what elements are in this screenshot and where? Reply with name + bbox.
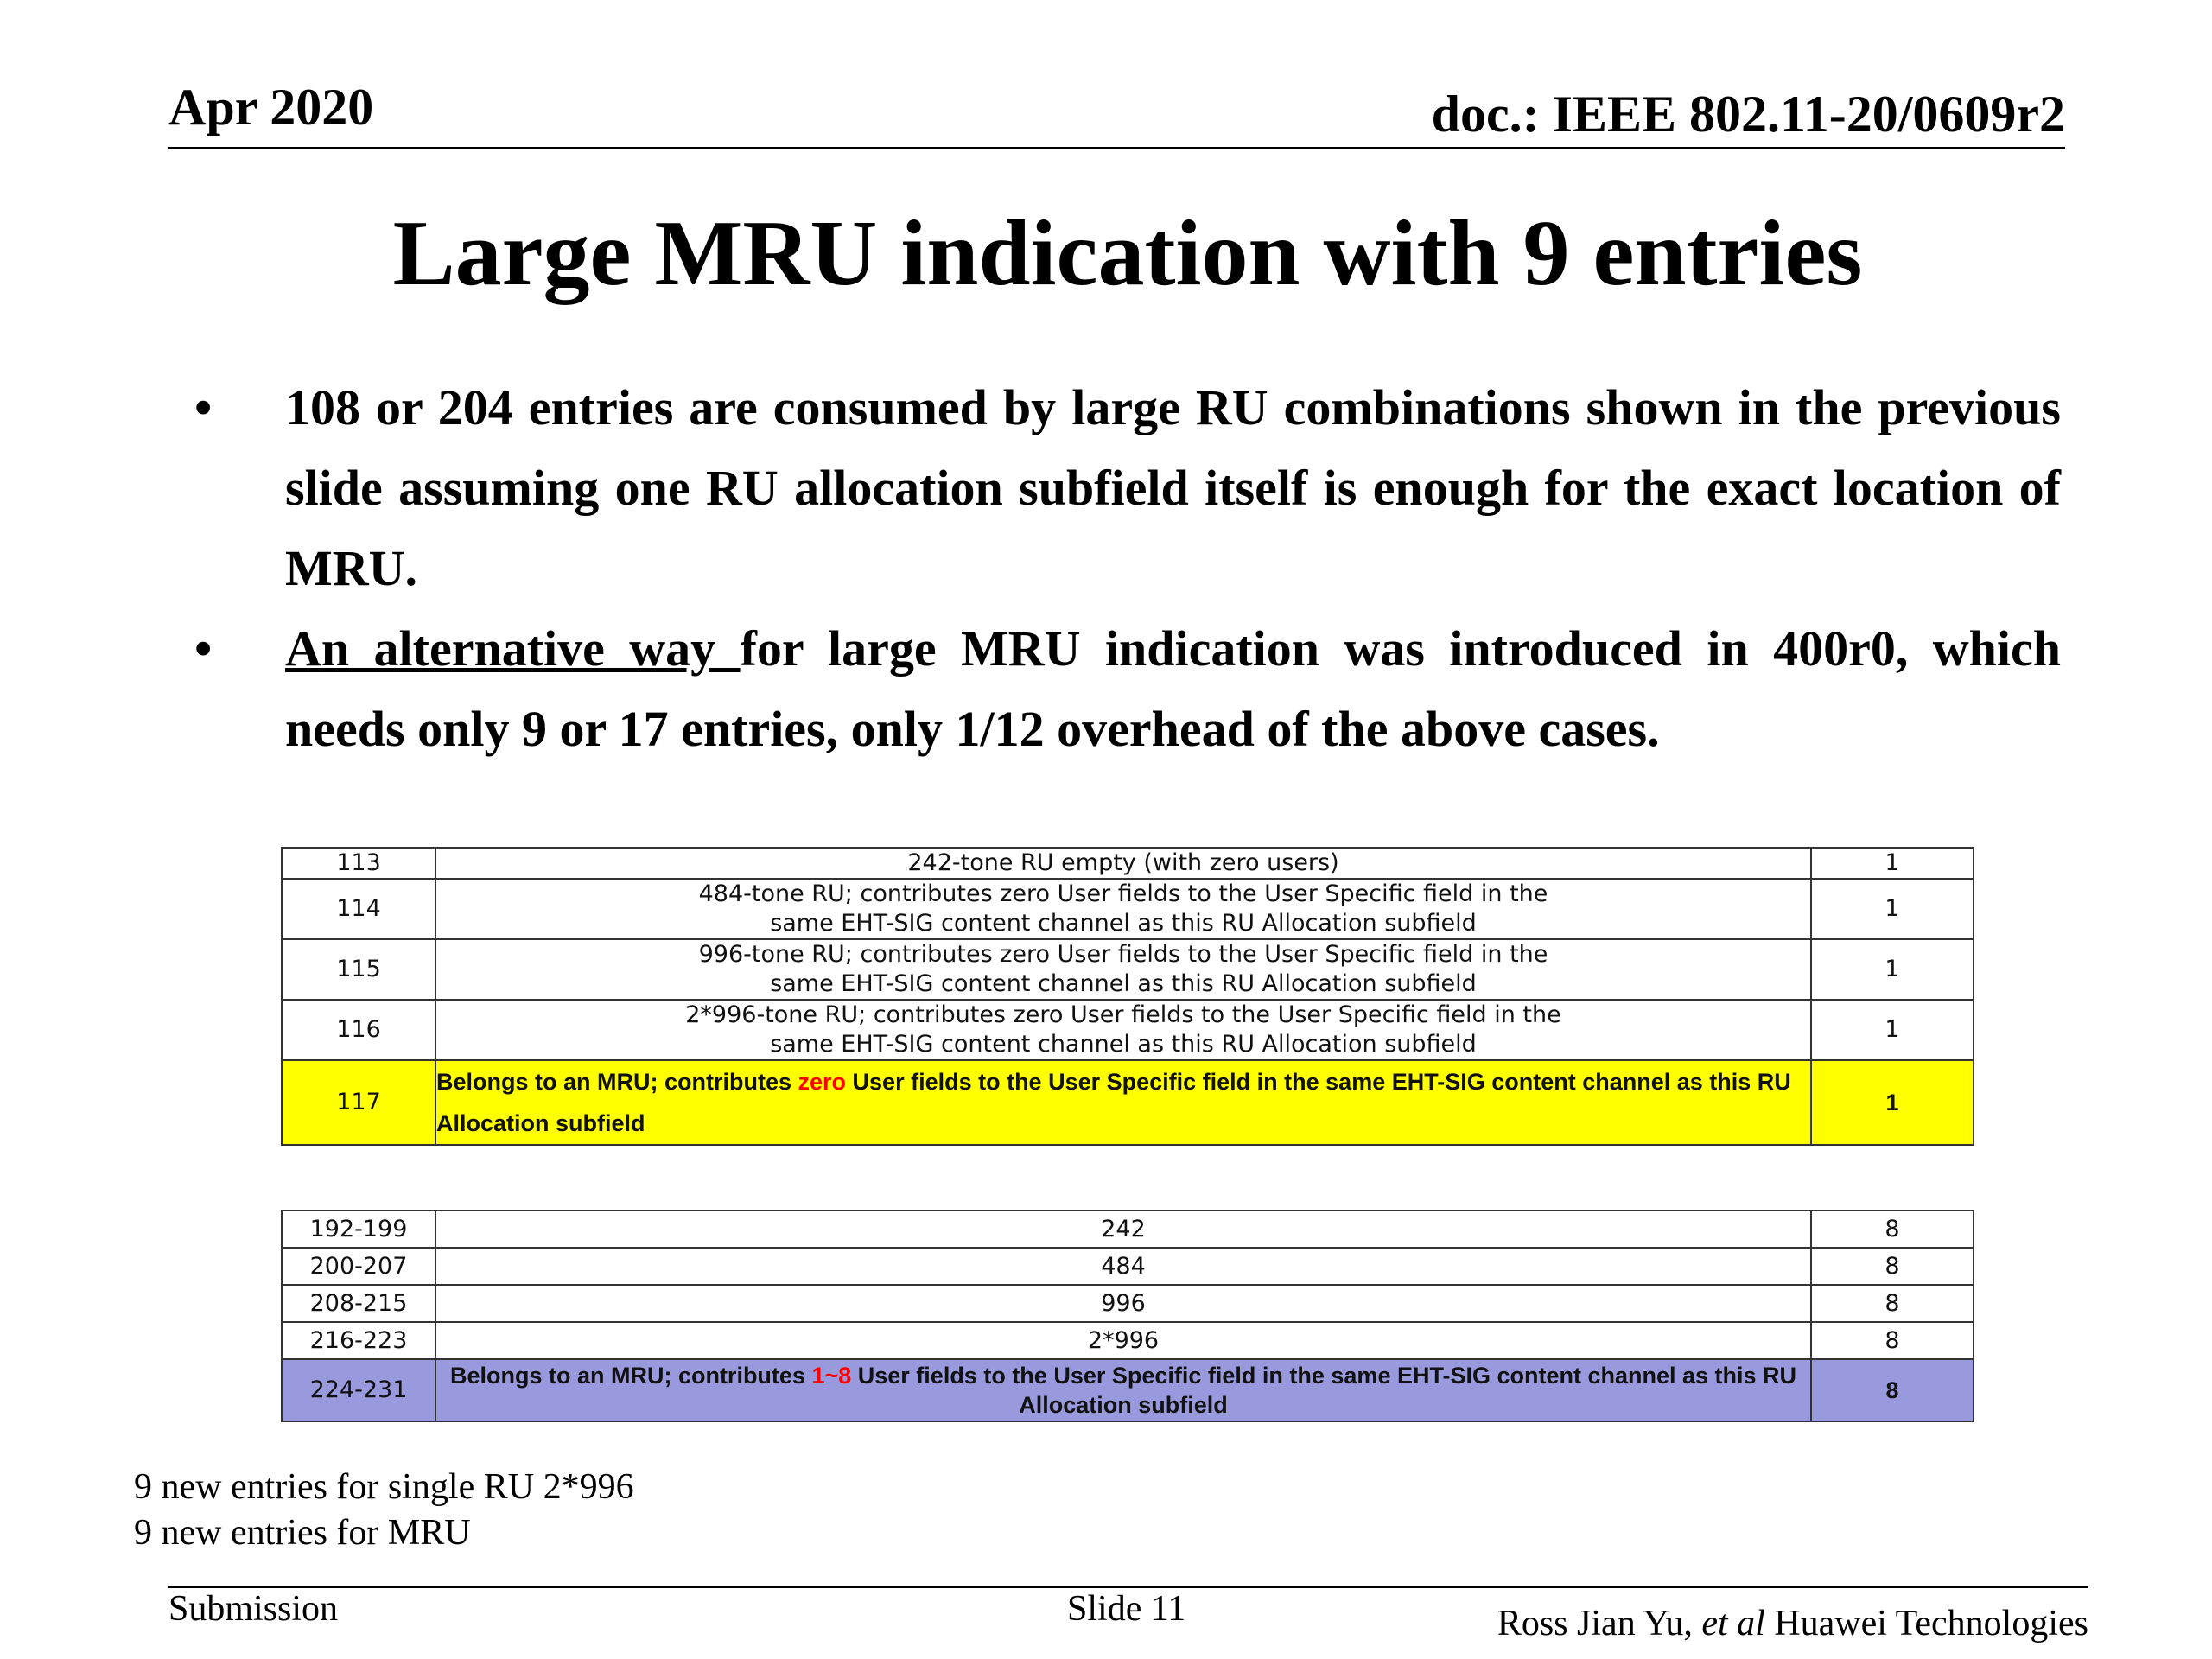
index-cell: 117 xyxy=(282,1060,435,1145)
count-cell: 8 xyxy=(1811,1211,1974,1248)
description-cell xyxy=(435,1000,1811,1060)
desc-text: Belongs to an MRU; contributes xyxy=(436,1069,798,1095)
table-row-highlighted xyxy=(282,1359,1974,1421)
count-cell: 1 xyxy=(1811,939,1974,1000)
desc-line: 2*996-tone RU; contributes zero User fields to the User Specific field in the xyxy=(685,1001,1561,1028)
footer-slide-number: Slide 11 xyxy=(1067,1589,1186,1629)
description-cell: 484 xyxy=(435,1248,1811,1285)
index-cell: 208-215 xyxy=(282,1285,435,1322)
desc-line: same EHT-SIG content channel as this RU Allocation subfield xyxy=(770,1031,1477,1058)
table-row xyxy=(282,879,1974,939)
table-row xyxy=(282,1322,1974,1359)
slide-title: Large MRU indication with 9 entries xyxy=(392,202,1863,305)
note-line-2: 9 new entries for MRU xyxy=(134,1513,471,1553)
author-company: Huawei Technologies xyxy=(1764,1604,2088,1643)
emphasis-text: zero xyxy=(798,1069,847,1095)
count-cell: 1 xyxy=(1811,1060,1974,1145)
ru-allocation-table-2 xyxy=(281,1210,1974,1422)
index-cell: 224-231 xyxy=(282,1359,435,1421)
bullet-text: 108 or 204 entries are consumed by large RU combinations shown in the previous slide assuming one RU allocation subfield itself is enough for the exact location of MRU. xyxy=(285,379,2061,596)
author-name: Ross Jian Yu, xyxy=(1497,1604,1702,1643)
count-cell: 1 xyxy=(1811,879,1974,939)
table-row xyxy=(282,1248,1974,1285)
bullet-underlined-text: An alternative way xyxy=(285,620,741,677)
header-divider xyxy=(168,147,2065,149)
description-cell xyxy=(435,1359,1811,1421)
desc-text: Belongs to an MRU; contributes xyxy=(449,1363,812,1389)
table-row-highlighted xyxy=(282,1060,1974,1145)
author-et-al: et al xyxy=(1701,1604,1765,1643)
desc-line: 996-tone RU; contributes zero User fields to the User Specific field in the xyxy=(698,941,1548,968)
note-line-1: 9 new entries for single RU 2*996 xyxy=(134,1467,634,1507)
bullet-text: for large MRU indication was introduced in 400r0, which needs only 9 or 17 entries, only 1/12 overhead of the above cases. xyxy=(285,620,2061,757)
desc-line: 484-tone RU; contributes zero User fields to the User Specific field in the xyxy=(698,880,1548,907)
desc-line: same EHT-SIG content channel as this RU Allocation subfield xyxy=(770,910,1477,937)
index-cell: 216-223 xyxy=(282,1322,435,1359)
desc-text: User fields to the User Specific field in the same EHT-SIG content channel as this RU Allocation subfield xyxy=(436,1069,1791,1136)
description-cell: 2*996 xyxy=(435,1322,1811,1359)
count-cell: 8 xyxy=(1811,1248,1974,1285)
desc-text: User fields to the User Specific field in the same EHT-SIG content channel as this RU Allocation subfield xyxy=(851,1363,1797,1418)
bullet-item-1 xyxy=(186,367,2061,608)
table-row xyxy=(282,1000,1974,1060)
description-cell xyxy=(435,1060,1811,1145)
emphasis-text: 1~8 xyxy=(811,1363,852,1389)
table-row xyxy=(282,1211,1974,1248)
count-cell: 1 xyxy=(1811,848,1974,879)
bullet-item-2 xyxy=(186,608,2061,769)
description-cell xyxy=(435,879,1811,939)
ru-allocation-table-1 xyxy=(281,847,1974,1146)
bullet-dot-icon: • xyxy=(194,620,213,677)
desc-line: same EHT-SIG content channel as this RU Allocation subfield xyxy=(770,970,1477,997)
header-date: Apr 2020 xyxy=(168,79,374,136)
description-cell xyxy=(435,939,1811,1000)
description-cell: 242-tone RU empty (with zero users) xyxy=(435,848,1811,879)
count-cell: 8 xyxy=(1811,1359,1974,1421)
table-row xyxy=(282,848,1974,879)
count-cell: 8 xyxy=(1811,1285,1974,1322)
footer-author xyxy=(1497,1603,2088,1644)
index-cell: 114 xyxy=(282,879,435,939)
index-cell: 200-207 xyxy=(282,1248,435,1285)
footer-submission: Submission xyxy=(168,1589,339,1629)
index-cell: 116 xyxy=(282,1000,435,1060)
bullet-dot-icon: • xyxy=(194,379,213,435)
header-doc-id: doc.: IEEE 802.11-20/0609r2 xyxy=(1431,86,2065,143)
description-cell: 996 xyxy=(435,1285,1811,1322)
table-row xyxy=(282,1285,1974,1322)
count-cell: 1 xyxy=(1811,1000,1974,1060)
index-cell: 192-199 xyxy=(282,1211,435,1248)
table-row xyxy=(282,939,1974,1000)
description-cell: 242 xyxy=(435,1211,1811,1248)
index-cell: 115 xyxy=(282,939,435,1000)
count-cell: 8 xyxy=(1811,1322,1974,1359)
index-cell: 113 xyxy=(282,848,435,879)
bullet-list xyxy=(186,367,2061,769)
